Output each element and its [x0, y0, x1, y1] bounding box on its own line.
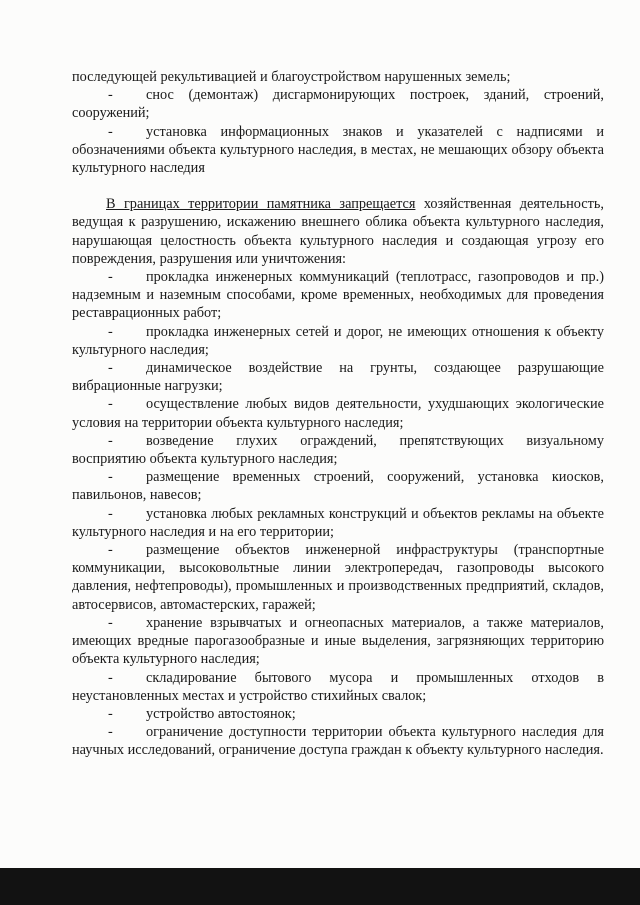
- list-item-text: снос (демонтаж) дисгармонирующих построек, зданий, строений, сооружений;: [72, 87, 604, 122]
- list-item-text: хранение взрывчатых и огнеопасных материалов, а также материалов, имеющих вредные парогазообразные и иные выделения, загрязняющих территорию объекта культурного наследия;: [72, 614, 604, 668]
- bullet-dash: -: [108, 87, 113, 104]
- list-item-text: прокладка инженерных коммуникаций (теплотрасс, газопроводов и пр.) надземным и наземным способами, кроме временных, необходимых для проведения реставрационных работ;: [72, 269, 604, 322]
- bullet-dash: -: [108, 323, 113, 340]
- bullet-dash: -: [108, 469, 113, 486]
- list-item-demolition: [72, 86, 604, 122]
- bullet-dash: -: [108, 123, 113, 140]
- list-item: [72, 541, 604, 614]
- bullet-dash: -: [108, 269, 113, 286]
- scan-bottom-border: [0, 868, 640, 905]
- bullet-dash: -: [108, 432, 113, 449]
- intro-underlined-text: В границах территории памятника запрещается: [106, 196, 416, 213]
- list-item-text: размещение временных строений, сооружений, установка киосков, павильонов, навесов;: [72, 469, 604, 504]
- list-item-text: складирование бытового мусора и промышленных отходов в неустановленных местах и устройство стихийных свалок;: [72, 669, 604, 704]
- bullet-dash: -: [108, 396, 113, 413]
- bullet-dash: -: [108, 542, 113, 559]
- list-item-text: динамическое воздействие на грунты, создающее разрушающие вибрационные нагрузки;: [72, 360, 604, 395]
- bullet-dash: -: [108, 360, 113, 377]
- bullet-dash: -: [108, 705, 113, 722]
- list-item: [72, 705, 604, 723]
- list-item: [72, 614, 604, 669]
- list-item: [72, 432, 604, 468]
- list-item: [72, 723, 604, 759]
- paragraph-text: последующей рекультивацией и благоустройством нарушенных земель;: [72, 69, 511, 85]
- list-item-text: ограничение доступности территории объекта культурного наследия для научных исследований, ограничение доступа граждан к объекту культурного наследия.: [72, 724, 604, 759]
- list-item-text: возведение глухих ограждений, препятствующих визуальному восприятию объекта культурного наследия;: [72, 432, 604, 468]
- list-item-text: установка любых рекламных конструкций и объектов рекламы на объекте культурного наследия и на его территории;: [72, 505, 604, 540]
- bullet-dash: -: [108, 669, 113, 686]
- document-body: [72, 68, 604, 760]
- intro-text: хозяйственная деятельность, ведущая к разрушению, искажению внешнего облика объекта культурного наследия, нарушающая целостность объекта культурного наследия и создающая угрозу его повреждения, разрушения или уничтожения:: [72, 196, 604, 267]
- list-item: [72, 505, 604, 541]
- list-item-text: осуществление любых видов деятельности, ухудшающих экологические условия на территории объекта культурного наследия;: [72, 396, 604, 431]
- bullet-dash: -: [108, 505, 113, 522]
- paragraph-continuation: [72, 68, 604, 86]
- list-item-text: прокладка инженерных сетей и дорог, не имеющих отношения к объекту культурного наследия;: [72, 323, 604, 358]
- intro-paragraph: [72, 195, 604, 268]
- list-item-info-signs: [72, 123, 604, 178]
- bullet-dash: -: [108, 614, 113, 631]
- list-item: [72, 669, 604, 705]
- list-item: [72, 323, 604, 359]
- list-item-text: устройство автостоянок;: [146, 705, 296, 722]
- list-item: [72, 268, 604, 323]
- list-item-text: размещение объектов инженерной инфраструктуры (транспортные коммуникации, высоковольтные линии электропередач, газопроводы высокого давления, нефтепроводы), промышленных и производственных предприятий, складов, автосервисов, автомастерских, гаражей;: [72, 542, 604, 613]
- list-item: [72, 359, 604, 395]
- paragraph-gap: [72, 177, 604, 195]
- list-item: [72, 468, 604, 504]
- list-item: [72, 395, 604, 431]
- bullet-dash: -: [108, 724, 113, 741]
- list-item-text: установка информационных знаков и указателей с надписями и обозначениями объекта культурного наследия, в местах, не мешающих обзору объекта культурного наследия: [72, 123, 604, 177]
